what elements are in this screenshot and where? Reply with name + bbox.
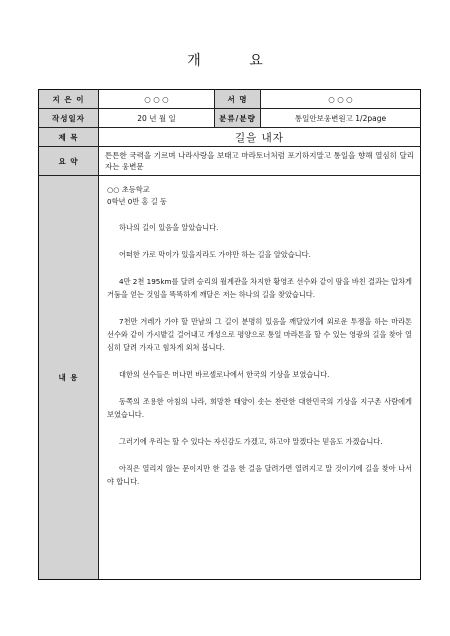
speech-paragraph: 그러기에 우리는 할 수 있다는 자신감도 가겠고, 하고야 말겠다는 믿음도 가겠습니다. (119, 437, 383, 446)
signature-label: 서 명 (215, 90, 261, 109)
subject-label: 제 목 (39, 128, 99, 147)
speech-paragraph: 하나의 길이 있음을 알았습니다. (119, 223, 219, 232)
content-row (39, 176, 421, 580)
speech-body (99, 176, 421, 580)
school-name: ○○ 초등학교 (107, 185, 150, 194)
summary-value: 튼튼한 국력을 기르며 나라사랑을 보태고 마라토너처럼 포기하지말고 통일을 향해 열심히 달리자는 웅변문 (99, 147, 421, 176)
speech-paragraph: 어떠한 가로 막이가 있을지라도 가야만 하는 길을 알았습니다. (119, 250, 311, 259)
writer-row (39, 90, 421, 109)
date-label: 작성일자 (39, 109, 99, 128)
speech-paragraph: 대한의 선수들은 머나먼 바르셀로나에서 한국의 기상을 보였습니다. (119, 370, 330, 379)
page-title: 개 요 (187, 53, 285, 69)
student-name: 0학년 0반 홍 길 동 (107, 196, 167, 206)
date-value: 20 년 월 일 (99, 109, 215, 128)
category-label: 분류/분량 (215, 109, 261, 128)
signature-value: ○ ○ ○ (261, 90, 421, 109)
writer-value: ○ ○ ○ (99, 90, 215, 109)
subject-row (39, 128, 421, 147)
speech-paragraph: 7천만 겨레가 가야 할 만남의 그 길이 분명히 있음을 깨달았기에 외로운 투쟁을 하는 마라톤 선수와 같이 가시밭길 걸어내고 개성으로 평양으로 통일 마라톤을 할 수 있는 영광의 길을 찾아 열심히 달려 가자고 힘차게 외쳐 봅니다. (107, 317, 412, 352)
speech-paragraph: 4만 2천 195km를 달려 승리의 월계관을 차지한 황영조 선수와 같이 땀을 바친 결과는 압차게 거둠을 얻는 것임을 똑똑하게 깨달은 저는 하나의 길을 찾았습니다. (107, 277, 412, 299)
speech-paragraph: 아직은 열리지 않는 문이지만 한 걸음 한 걸음 달려가면 열려지고 말 것이기에 길을 찾아 나서야 합니다. (107, 464, 412, 486)
speech-paragraph: 동쪽의 조용한 아침의 나라, 희망찬 태양이 솟는 찬란한 대한민국의 기상을 지구촌 사람에게 보였습니다. (107, 397, 412, 419)
content-label: 내 용 (39, 176, 99, 580)
writer-label: 지 은 이 (39, 90, 99, 109)
date-row (39, 109, 421, 128)
summary-row (39, 147, 421, 176)
subject-value: 길을 내자 (99, 128, 421, 147)
author-block (107, 184, 412, 207)
overview-form (38, 89, 421, 580)
category-value: 통일안보웅변원고 1/2page (261, 109, 421, 128)
summary-label: 요 약 (39, 147, 99, 176)
